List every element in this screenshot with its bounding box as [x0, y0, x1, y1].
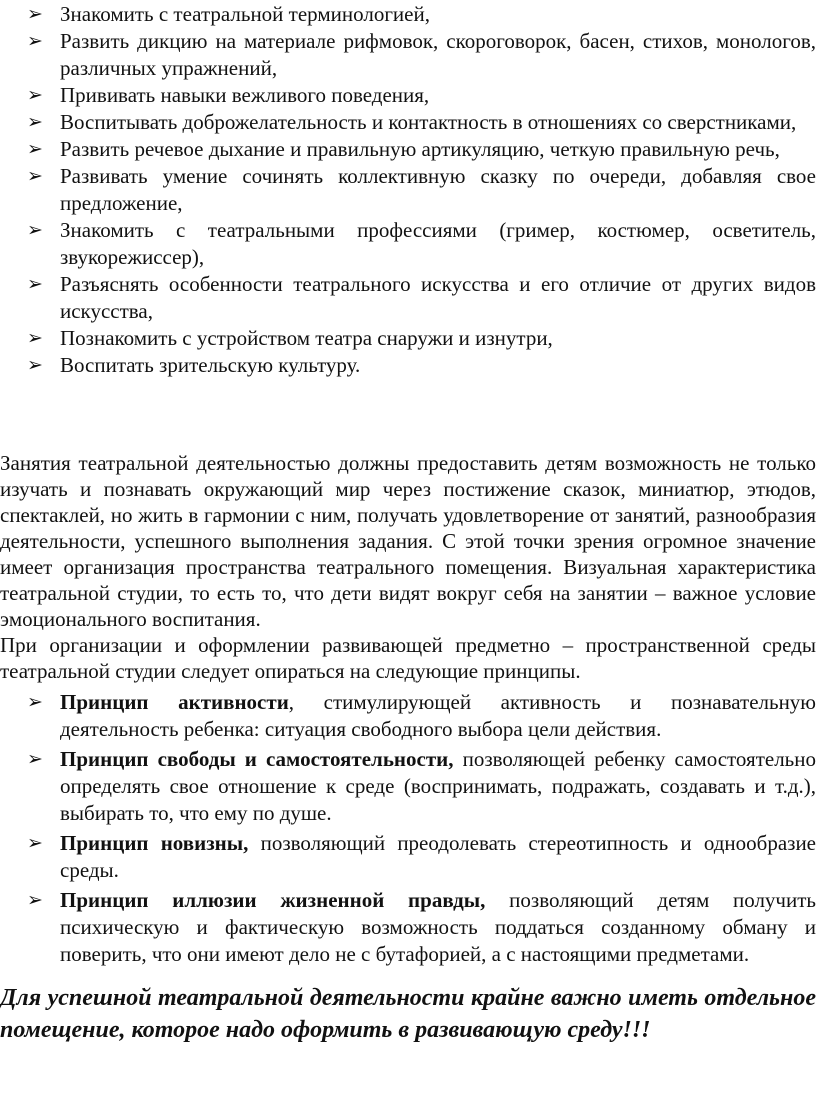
principle-text: позволяющий детям получить психическую и фактическую возможность поддаться созданному обману и поверить, что они имеют дело не с бутафорией, а с настоящими предметами.	[60, 888, 816, 966]
list-item: ➢ Воспитать зрительскую культуру.	[27, 353, 361, 377]
arrow-bullet-icon: ➢	[27, 833, 43, 854]
arrow-bullet-icon: ➢	[27, 31, 43, 52]
principle-text: позволяющий преодолевать стереотипность и однообразие среды.	[60, 831, 816, 882]
goals-list	[27, 1, 816, 379]
list-item: ➢ Развивать умение сочинять коллективную сказку по очереди, добавляя свое предложение,	[27, 164, 816, 215]
principle-title: Принцип иллюзии жизненной правды,	[60, 888, 486, 912]
arrow-bullet-icon: ➢	[27, 274, 43, 295]
list-item: ➢ Разъяснять особенности театрального искусства и его отличие от других видов искусства,	[27, 272, 816, 323]
list-item: ➢ Развить дикцию на материале рифмовок, скороговорок, басен, стихов, монологов, различных упражнений,	[27, 29, 816, 80]
body-text	[0, 450, 816, 684]
principle-title: Принцип новизны,	[60, 831, 249, 855]
list-item	[27, 689, 816, 743]
arrow-bullet-icon: ➢	[27, 220, 43, 241]
list-item	[27, 830, 816, 884]
list-item: ➢ Прививать навыки вежливого поведения,	[27, 83, 430, 107]
list-item: ➢ Развить речевое дыхание и правильную артикуляцию, четкую правильную речь,	[27, 137, 780, 161]
list-item: ➢ Знакомить с театральными профессиями (гример, костюмер, осветитель, звукорежиссер),	[27, 218, 816, 269]
arrow-bullet-icon: ➢	[27, 890, 43, 911]
list-item: ➢ Познакомить с устройством театра снаружи и изнутри,	[27, 326, 553, 350]
arrow-bullet-icon: ➢	[27, 749, 43, 770]
list-item: ➢ Знакомить с театральной терминологией,	[27, 2, 430, 26]
arrow-bullet-icon: ➢	[27, 139, 43, 160]
arrow-bullet-icon: ➢	[27, 355, 43, 376]
list-item	[27, 746, 816, 827]
principle-text: позволяющей ребенку самостоятельно определять свое отношение к среде (воспринимать, подражать, создавать и т.д.), выбирать то, что ему по душе.	[60, 747, 816, 825]
arrow-bullet-icon: ➢	[27, 85, 43, 106]
arrow-bullet-icon: ➢	[27, 328, 43, 349]
paragraph: Занятия театральной деятельностью должны предоставить детям возможность не только изучать и познавать окружающий мир через постижение сказок, миниатюр, этюдов, спектаклей, но жить в гармонии с ним, получать удовлетворение от занятий, разнообразия деятельности, успешного выполнения задания. С этой точки зрения огромное значение имеет организация пространства театрального помещения. Визуальная характеристика театральной студии, то есть то, что дети видят вокруг себя на занятии – важное условие эмоционального воспитания.	[0, 451, 816, 631]
conclusion-text: Для успешной театральной деятельности крайне важно иметь отдельное помещение, которое надо оформить в развивающую среду!!!	[0, 985, 816, 1043]
list-item: ➢ Воспитывать доброжелательность и контактность в отношениях со сверстниками,	[27, 110, 797, 134]
principle-title: Принцип свободы и самостоятельности,	[60, 747, 454, 771]
principles-list	[27, 689, 816, 971]
principle-text: , стимулирующей активность и познавательную деятельность ребенка: ситуация свободного выбора цели действия.	[60, 690, 816, 741]
arrow-bullet-icon: ➢	[27, 166, 43, 187]
principle-title: Принцип активности	[60, 690, 289, 714]
arrow-bullet-icon: ➢	[27, 692, 43, 713]
list-item	[27, 887, 816, 968]
arrow-bullet-icon: ➢	[27, 4, 43, 25]
paragraph: При организации и оформлении развивающей предметно – пространственной среды театральной студии следует опираться на следующие принципы.	[0, 633, 816, 683]
arrow-bullet-icon: ➢	[27, 112, 43, 133]
